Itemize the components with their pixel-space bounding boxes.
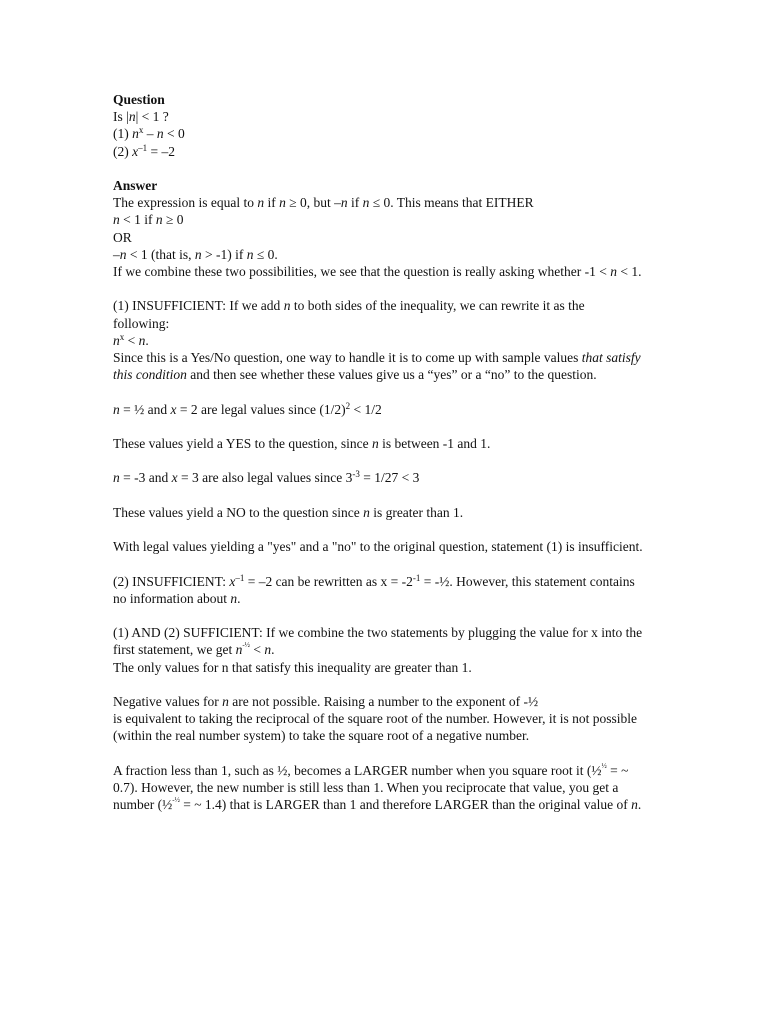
- example-2-result: These values yield a NO to the question since n is greater than 1.: [113, 504, 464, 520]
- combined-values: The only values for n that satisfy this inequality are greater than 1.: [113, 659, 472, 675]
- statement-1-conclusion: With legal values yielding a "yes" and a "no" to the original question, statement (1) is insufficient.: [113, 539, 643, 555]
- case-2: –n < 1 (that is, n > -1) if n ≤ 0.: [113, 246, 278, 262]
- statement-1-analysis: (1) INSUFFICIENT: If we add n to both sides of the inequality, we can rewrite it as the following:: [113, 298, 585, 331]
- example-1-result: These values yield a YES to the question, since n is between -1 and 1.: [113, 436, 491, 451]
- answer-heading: Answer: [113, 178, 158, 193]
- statement-1-inequality: $n^x < n$.: [113, 331, 149, 348]
- case-1: n < 1 if n ≥ 0: [113, 212, 184, 228]
- document-content: [113, 91, 643, 813]
- statement-2: (2) $x^{-1} = -2$: [113, 142, 175, 159]
- or-label: OR: [113, 229, 132, 245]
- statement-2-analysis: (2) INSUFFICIENT: $x^{-1} = -2$ can be rewritten as $x = -2^{-1}$ = -½. However, this statement contains no information about n.: [113, 572, 635, 606]
- example-1: n = ½ and x = 2 are legal values since $(1/2)^2 < 1/2$: [113, 400, 382, 417]
- statement-1: (1) $n^x - n < 0$: [113, 125, 185, 142]
- fraction-paragraph: A fraction less than 1, such as ½, becomes a LARGER number when you square root it (½$^{\frac{1}{2}}$ = ~ 0.7). However, the new number is still less than 1. When you reciprocate that value, you get a number (½$^{-\frac{1}{2}}$ = ~ 1.4) that is LARGER than 1 and therefore LARGER than the original value of n.: [113, 761, 642, 813]
- question-prompt: Is |n| < 1 ?: [113, 109, 169, 125]
- example-2: n = -3 and x = 3 are also legal values since $3^{-3} = 1/27 < 3$: [113, 469, 420, 486]
- approach-paragraph: Since this is a Yes/No question, one way to handle it is to come up with sample values that satisfy this condition and then see whether these values give us a “yes” or a “no” to the question.: [113, 350, 641, 383]
- negative-values-paragraph: Negative values for n are not possible. Raising a number to the exponent of -½ is equivalent to taking the reciprocal of the square root of the number. However, it is not possible (within the real number system) to take the square root of a negative number.: [113, 693, 637, 744]
- combined-analysis: (1) AND (2) SUFFICIENT: If we combine the two statements by plugging the value for x into the first statement, we get $n^{-\frac{1}{2}} < n$.: [113, 625, 643, 658]
- answer-paragraph-1: The expression is equal to n if n ≥ 0, but –n if n ≤ 0. This means that EITHER: [113, 195, 534, 211]
- combine-paragraph: If we combine these two possibilities, we see that the question is really asking whether -1 < n < 1.: [113, 264, 642, 280]
- question-heading: Question: [113, 92, 165, 107]
